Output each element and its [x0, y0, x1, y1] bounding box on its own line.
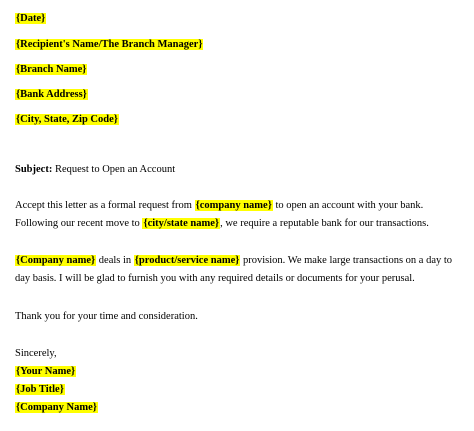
paragraph1-line1 [15, 199, 423, 213]
sincerely-line [15, 347, 57, 361]
city-state-name-placeholder: {city/state name} [143, 218, 220, 229]
branch-name-placeholder: {Branch Name} [16, 64, 87, 75]
your-name-line [15, 365, 76, 379]
company-name-placeholder: {company name} [195, 200, 272, 211]
job-title-line [15, 383, 65, 397]
subject-label: Subject: [15, 164, 53, 175]
recipient-placeholder: {Recipient's Name/The Branch Manager} [16, 39, 203, 50]
paragraph1-text-a: Accept this letter as a formal request from [15, 200, 195, 211]
subject-line [15, 163, 175, 177]
paragraph2-text-b: provision. We make large transactions on a day to [240, 255, 453, 266]
recipient-line [15, 38, 203, 52]
bank-address-placeholder: {Bank Address} [16, 89, 87, 100]
paragraph1-line2 [15, 217, 429, 231]
thank-you-line [15, 310, 198, 324]
paragraph2-text-a: deals in [96, 255, 134, 266]
product-service-placeholder: {product/service name} [134, 255, 240, 266]
your-name-placeholder: {Your Name} [16, 366, 76, 377]
subject-text: Request to Open an Account [52, 164, 176, 175]
paragraph2-line1 [15, 254, 452, 268]
date-placeholder: {Date} [16, 13, 46, 24]
paragraph2-text-c: day basis. I will be glad to furnish you with any required details or documents for your perusal. [15, 273, 415, 284]
branch-name-line [15, 63, 87, 77]
company-name-placeholder-3: {Company Name} [16, 402, 97, 413]
sincerely-text: Sincerely, [15, 348, 57, 359]
thank-you-text: Thank you for your time and consideration. [15, 311, 198, 322]
paragraph1-text-d: , we require a reputable bank for our transactions. [220, 218, 429, 229]
job-title-placeholder: {Job Title} [16, 384, 64, 395]
paragraph2-line2 [15, 272, 415, 286]
company-name-placeholder-2: {Company name} [16, 255, 96, 266]
city-state-zip-line [15, 113, 119, 127]
paragraph1-text-c: Following our recent move to [15, 218, 143, 229]
paragraph1-text-b: to open an account with your bank. [272, 200, 424, 211]
date-line [15, 12, 46, 26]
company-name-line [15, 401, 98, 415]
city-state-zip-placeholder: {City, State, Zip Code} [16, 114, 118, 125]
bank-address-line [15, 88, 88, 102]
